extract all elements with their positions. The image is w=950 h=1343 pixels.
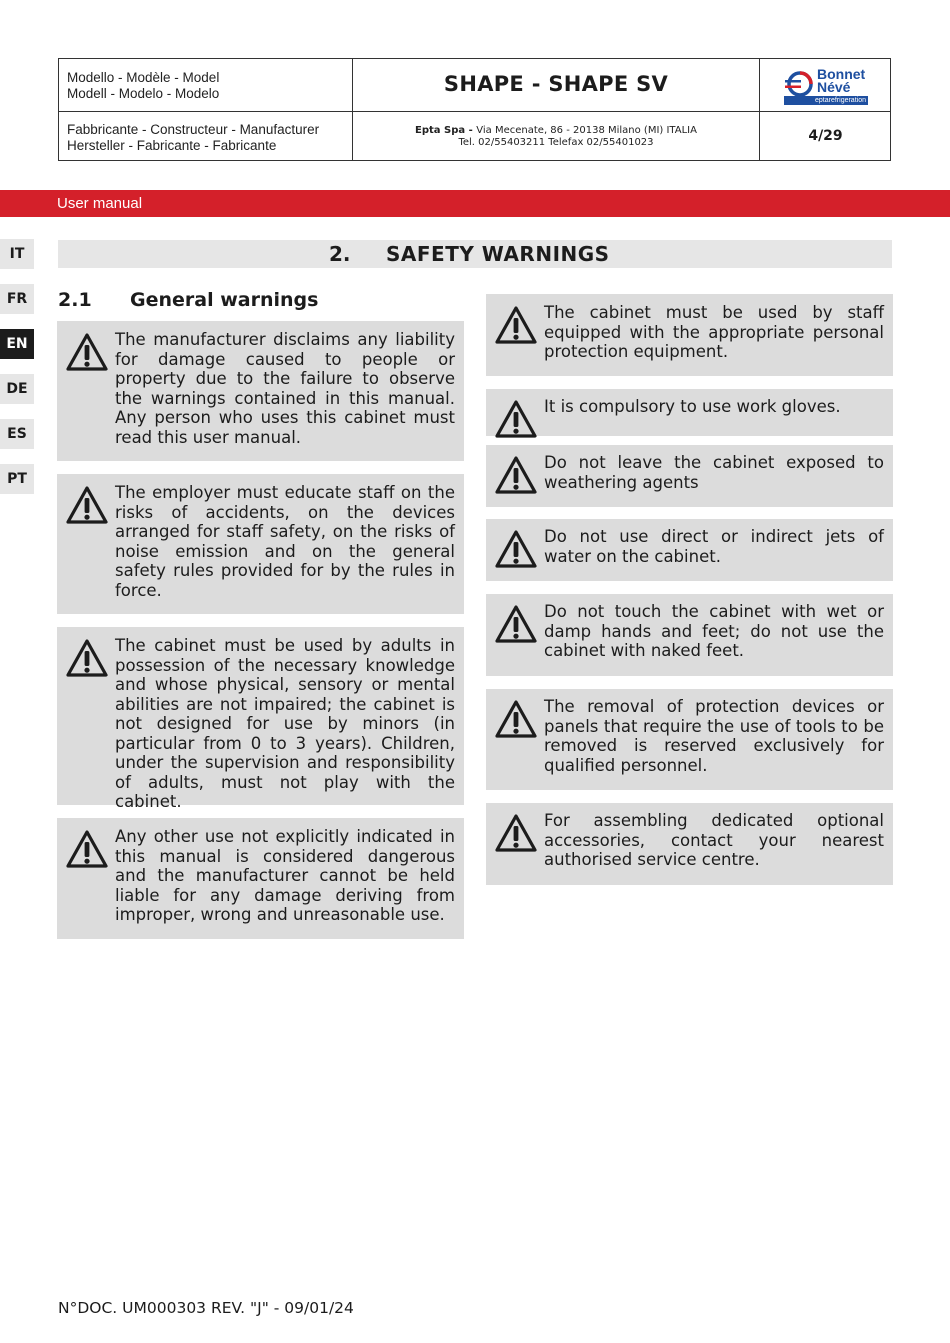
warning-box-left-4 bbox=[57, 818, 464, 939]
warning-text-line: It is compulsory to use work gloves. bbox=[544, 397, 841, 416]
warning-text-line: for damage caused to people or bbox=[115, 349, 455, 369]
warning-box-right-7 bbox=[486, 803, 893, 885]
document-header-table bbox=[58, 58, 891, 161]
warning-triangle-icon bbox=[65, 638, 109, 678]
warning-text-line: panels that require the use of tools to be bbox=[544, 716, 884, 736]
warning-box-right-2 bbox=[486, 389, 893, 436]
warning-text-line: Any other use not explicitly indicated in bbox=[115, 827, 455, 846]
warning-text-line: risks of accidents, on the devices bbox=[115, 502, 455, 522]
warning-text bbox=[544, 453, 884, 492]
warning-text-line: possession of the necessary knowledge bbox=[115, 655, 455, 675]
manufacturer-label-line: Hersteller - Fabricante - Fabricante bbox=[67, 138, 277, 153]
warning-text-line: safety rules provided for by the rules in bbox=[115, 561, 455, 580]
warning-text-line: liable for any damage deriving from bbox=[115, 885, 455, 905]
warning-text bbox=[115, 827, 455, 925]
section-title: SAFETY WARNINGS bbox=[386, 242, 610, 266]
language-tab-it[interactable]: IT bbox=[0, 239, 34, 269]
warning-text-line: force. bbox=[115, 580, 162, 600]
language-tab-fr[interactable]: FR bbox=[0, 284, 34, 314]
logo-subtitle: eptarefrigeration bbox=[784, 96, 868, 105]
warning-text-line: arranged for staff safety, on the risks of bbox=[115, 522, 455, 541]
warning-text-line: water on the cabinet. bbox=[544, 546, 721, 566]
model-label bbox=[67, 70, 219, 102]
warning-box-right-1 bbox=[486, 294, 893, 376]
warning-text-line: cabinet with naked feet. bbox=[544, 641, 745, 660]
warning-box-left-3 bbox=[57, 627, 464, 811]
warning-triangle-icon bbox=[494, 399, 538, 439]
warning-text-line: noise emission and on the general bbox=[115, 541, 455, 561]
warning-box-left-2 bbox=[57, 474, 464, 614]
warning-text-line: the warnings contained in this manual. bbox=[115, 388, 455, 408]
warning-text-line: and whose physical, sensory or mental bbox=[115, 675, 455, 694]
warning-text-line: weathering agents bbox=[544, 472, 699, 492]
warning-text bbox=[115, 330, 455, 447]
logo-text: Névé bbox=[817, 79, 851, 95]
model-label-line: Modell - Modelo - Modelo bbox=[67, 86, 220, 101]
warning-box-left-1 bbox=[57, 321, 464, 461]
warning-box-right-5 bbox=[486, 594, 893, 676]
manufacturer-info bbox=[353, 125, 759, 149]
language-tab-es[interactable]: ES bbox=[0, 419, 34, 449]
brand-logo bbox=[760, 59, 891, 111]
warning-text-line: The removal of protection devices or bbox=[544, 697, 884, 716]
warning-triangle-icon bbox=[65, 829, 109, 869]
warning-text-line: The manufacturer disclaims any liability bbox=[115, 330, 455, 349]
warning-box-right-4 bbox=[486, 519, 893, 581]
manufacturer-phone: Tel. 02/55403211 Telefax 02/55401023 bbox=[458, 137, 654, 148]
warning-text-line: protection equipment. bbox=[544, 342, 729, 361]
model-name: SHAPE - SHAPE SV bbox=[443, 72, 669, 96]
logo-text: Bonnet bbox=[817, 66, 866, 82]
warning-text-line: under the supervision and responsibility bbox=[115, 753, 455, 772]
warning-text-line: property due to the failure to observe bbox=[115, 369, 455, 388]
warning-text-line: damp hands and feet; do not use the bbox=[544, 621, 884, 641]
warning-text bbox=[544, 397, 884, 417]
section-number: 2. bbox=[329, 242, 351, 266]
warning-text-line: For assembling dedicated optional bbox=[544, 811, 884, 830]
warning-text-line: of adults, must not play with the cabinet. bbox=[115, 772, 455, 811]
language-tab-en[interactable]: EN bbox=[0, 329, 34, 359]
warning-text-line: read this user manual. bbox=[115, 427, 302, 447]
document-reference: N°DOC. UM000303 REV. "J" - 09/01/24 bbox=[58, 1299, 354, 1317]
warning-text-line: Do not leave the cabinet exposed to bbox=[544, 453, 884, 472]
warning-triangle-icon bbox=[494, 455, 538, 495]
warning-triangle-icon bbox=[65, 332, 109, 372]
warning-text-line: qualified personnel. bbox=[544, 755, 708, 775]
band-label: User manual bbox=[57, 195, 143, 212]
warning-text-line: removed is reserved exclusively for bbox=[544, 736, 884, 755]
warning-triangle-icon bbox=[494, 529, 538, 569]
warning-text-line: improper, wrong and unreasonable use. bbox=[115, 905, 445, 924]
warning-text bbox=[544, 811, 884, 870]
warning-text bbox=[544, 527, 884, 566]
manufacturer-address: Via Mecenate, 86 - 20138 Milano (MI) ITALIA bbox=[476, 125, 697, 136]
subsection-title: General warnings bbox=[130, 289, 319, 311]
warning-text-line: The cabinet must be used by adults in bbox=[115, 636, 455, 655]
warning-text bbox=[115, 483, 455, 600]
warning-text-line: The cabinet must be used by staff bbox=[544, 303, 884, 322]
model-label-line: Modello - Modèle - Model bbox=[67, 70, 220, 85]
manufacturer-label-line: Fabbricante - Constructeur - Manufacturer bbox=[67, 122, 320, 137]
warning-text bbox=[544, 303, 884, 362]
section-band bbox=[0, 190, 950, 217]
manufacturer-label bbox=[67, 122, 319, 154]
warning-triangle-icon bbox=[494, 604, 538, 644]
warning-text-line: and the manufacturer cannot be held bbox=[115, 866, 455, 885]
warning-text-line: authorised service centre. bbox=[544, 850, 760, 869]
warning-box-right-6 bbox=[486, 689, 893, 790]
warning-text-line: not designed for use by minors (in bbox=[115, 714, 455, 733]
warning-text-line: Do not use direct or indirect jets of bbox=[544, 527, 884, 546]
warning-triangle-icon bbox=[494, 813, 538, 853]
page-number: 4/29 bbox=[808, 128, 843, 144]
warning-text bbox=[544, 697, 884, 775]
warning-box-right-3 bbox=[486, 445, 893, 507]
subsection-number: 2.1 bbox=[58, 289, 92, 311]
warning-text-line: accessories, contact your nearest bbox=[544, 830, 884, 850]
warning-text-line: Do not touch the cabinet with wet or bbox=[544, 602, 884, 621]
language-tab-de[interactable]: DE bbox=[0, 374, 34, 404]
warning-triangle-icon bbox=[494, 699, 538, 739]
warning-text bbox=[115, 636, 455, 812]
header-divider bbox=[59, 111, 890, 112]
warning-text-line: particular from 0 to 3 years). Children, bbox=[115, 733, 455, 753]
warning-triangle-icon bbox=[494, 305, 538, 345]
warning-text-line: equipped with the appropriate personal bbox=[544, 322, 884, 342]
warning-text-line: Any person who uses this cabinet must bbox=[115, 408, 455, 427]
warning-text bbox=[544, 602, 884, 661]
section-heading bbox=[58, 240, 892, 268]
warning-text-line: abilities are not impaired; the cabinet is bbox=[115, 694, 455, 714]
warning-triangle-icon bbox=[65, 485, 109, 525]
language-tab-pt[interactable]: PT bbox=[0, 464, 34, 494]
manufacturer-name: Epta Spa - bbox=[415, 125, 477, 136]
warning-text-line: The employer must educate staff on the bbox=[115, 483, 455, 502]
warning-text-line: this manual is considered dangerous bbox=[115, 846, 455, 866]
